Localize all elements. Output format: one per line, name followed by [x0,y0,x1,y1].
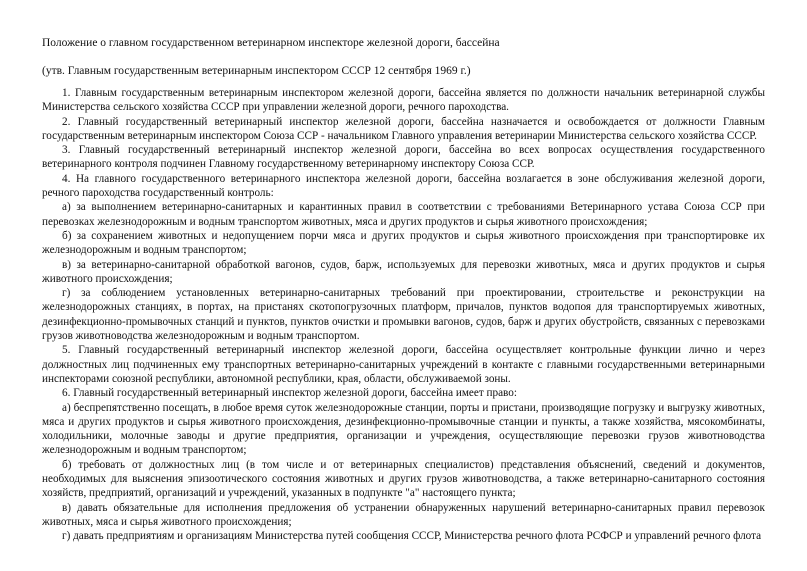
paragraph-5: 5. Главный государственный ветеринарный инспектор железной дороги, бассейна осуществляет контрольные функции лично и через должностных лиц подчиненных ему транспортных ветеринарно-санитарных учреждений в контакте с главными государственными ветеринарными инспекторами союзной республики, автономной республики, края, области, обслуживаемой зоны. [42,344,765,385]
paragraph-6a: а) беспрепятственно посещать, в любое время суток железнодорожные станции, порты и пристани, производящие погрузку и выгрузку животных, мяса и других продуктов и сырья животного происхождения, дезинфекционно-промывочные станции и пункты, а также хозяйства, мясокомбинаты, холодильники, молочные заводы и другие предприятия, организации и учреждения, осуществляющие перевозки грузов животноводства железнодорожным и водным транспортом; [42,401,765,457]
document-title: Положение о главном государственном ветеринарном инспекторе железной дороги, бассейна [42,37,500,49]
document-body [42,86,765,544]
paragraph-4v: в) за ветеринарно-санитарной обработкой вагонов, судов, барж, используемых для перевозки животных, мяса и других продуктов и сырья животного происхождения; [42,258,765,285]
paragraph-6v: в) давать обязательные для исполнения предложения об устранении обнаруженных нарушений ветеринарно-санитарных правил перевозок животных, мяса и сырья животного происхождения; [42,501,765,528]
approval-note: (утв. Главным государственным ветеринарным инспектором СССР 12 сентября 1969 г.) [42,65,471,77]
paragraph-4a: а) за выполнением ветеринарно-санитарных и карантинных правил в соответствии с требованиями Ветеринарного устава Союза ССР при перевозках железнодорожным и водным транспортом животных, мяса и других продуктов и сырья животного происхождения; [42,201,765,228]
paragraph-6b: б) требовать от должностных лиц (в том числе и от ветеринарных специалистов) представления объяснений, сведений и документов, необходимых для выяснения эпизоотического состояния животных и других грузов животноводства, а также ветеринарно-санитарного состояния хозяйств, предприятий, организаций и учреждений, указанных в подпункте "а" настоящего пункта; [42,458,765,500]
paragraph-6g: г) давать предприятиям и организациям Министерства путей сообщения СССР, Министерства речного флота РСФСР и управлений речного флота [62,530,762,543]
paragraph-2: 2. Главный государственный ветеринарный инспектор железной дороги, бассейна назначается и освобождается от должности Главным государственным ветеринарным инспектором Союза ССР - начальником Главного управления ветеринарии Министерства сельского хозяйства СССР. [42,115,765,142]
paragraph-1: 1. Главным государственным ветеринарным инспектором железной дороги, бассейна является по должности начальник ветеринарной службы Министерства сельского хозяйства СССР при управлении железной дороги, речного пароходства. [42,87,765,114]
paragraph-3: 3. Главный государственный ветеринарный инспектор железной дороги, бассейна во всех вопросах осуществления государственного ветеринарного контроля подчинен Главному государственному ветеринарному инспектору Союза ССР. [42,144,765,171]
paragraph-6: 6. Главный государственный ветеринарный инспектор железной дороги, бассейна имеет право: [62,387,517,400]
paragraph-4g: г) за соблюдением установленных ветеринарно-санитарных требований при проектировании, строительстве и реконструкции на железнодорожных станциях, в портах, на пристанях скотопогрузочных платформ, причалов, пунктов водопоя для транспортируемых животных, дезинфекционно-промывочных станций и пунктов, пунктов очистки и промывки вагонов, судов, барж и других обустройств, связанных с перевозками грузов животноводства железнодорожным и водным транспортом. [42,287,765,343]
paragraph-4: 4. На главного государственного ветеринарного инспектора железной дороги, бассейна возлагается в зоне обслуживания железной дороги, речного пароходства государственный контроль: [42,172,765,200]
paragraph-4b: б) за сохранением животных и недопущением порчи мяса и других продуктов и сырья животного происхождения при транспортировке их железнодорожным и водным транспортом; [42,229,765,257]
